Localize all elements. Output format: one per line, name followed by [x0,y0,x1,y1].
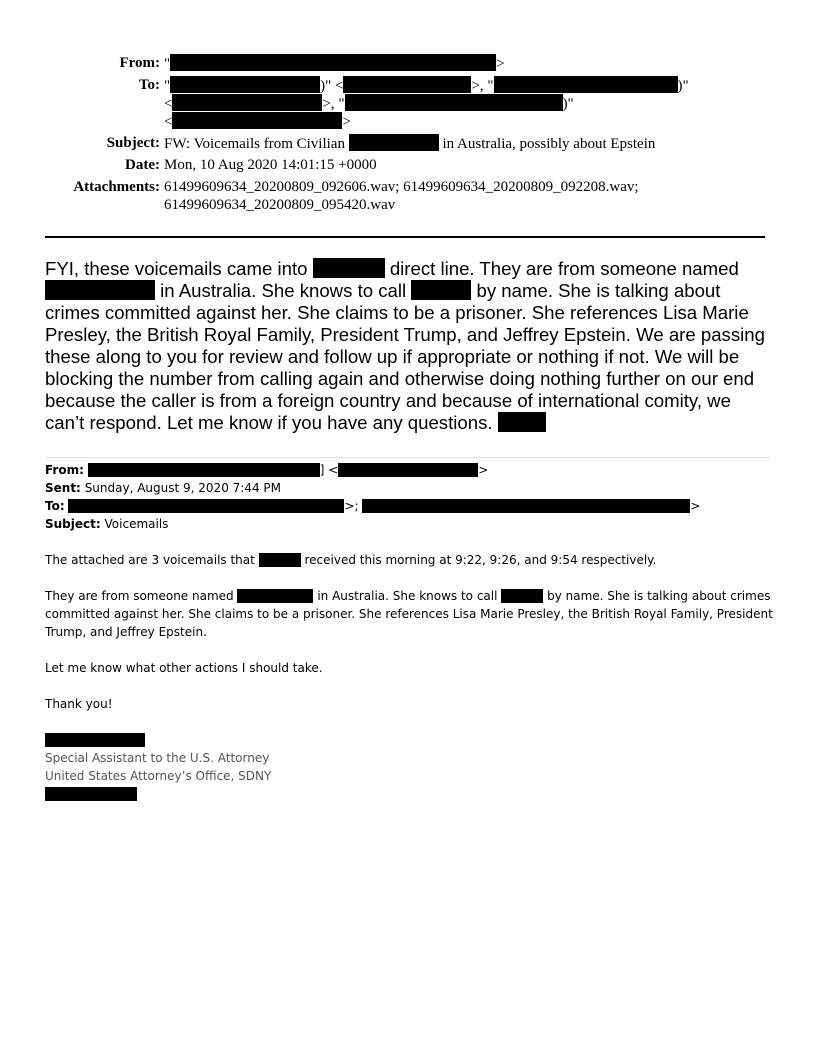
subject-value: FW: Voicemails from Civilian in Australia, possibly about Epstein [164,136,656,152]
header-divider [45,236,765,238]
to-label: To: [138,77,160,93]
attachments-line1: 61499609634_20200809_092606.wav; 61499609634_20200809_092208.wav; [164,179,639,195]
forwarded-paragraph-2: They are from someone named in Australia. She knows to call by name. She is talking about crimes committed against her. She claims to be a prisoner. She references Lisa Marie Presley, the British Royal Family, President Trump, and Jeffrey Epstein. [45,589,773,639]
redaction-box [88,463,320,477]
attachments-label: Attachments: [73,179,160,195]
subject-label: Subject: [106,135,160,151]
redaction-box [45,787,137,801]
from-value: " > [164,56,505,72]
redaction-box [343,76,471,93]
redaction-box [411,280,471,300]
date-label: Date: [125,157,160,173]
forwarded-paragraph-1: The attached are 3 voicemails that received this morning at 9:22, 9:26, and 9:54 respectively. [45,553,657,567]
forward-separator [45,457,771,458]
redaction-box [313,258,385,278]
redaction-box [45,733,145,747]
redaction-box [498,412,546,432]
attachments-line2: 61499609634_20200809_095420.wav [164,197,396,213]
to-value-line1: " )" < >, " )" [164,78,689,94]
redaction-box [349,134,439,151]
forwarded-header: From: ] < > Sent: Sunday, August 9, 2020 7:44 PM To: >; > Subject: Voicemails [45,463,701,531]
message-body: FYI, these voicemails came into direct line. They are from someone named in Australia. She knows to call by name. She is talking about crimes committed against her. She claims to be a prisoner. She references Lisa Marie Presley, the British Royal Family, President Trump, and Jeffrey Epstein. We are passing these along to you for review and follow up if appropriate or nothing if not. We will be blocking the number from calling again and otherwise doing nothing further on our end because the caller is from a foreign country and because of international comity, we can’t respond. Let me know if you have any questions. [45,258,765,433]
redaction-box [494,76,678,93]
from-label: From: [119,55,160,71]
redaction-box [345,94,563,111]
to-value-line2: < >, " )" [164,96,574,112]
redaction-box [172,112,342,129]
redaction-box [172,94,322,111]
to-value-line3: < > [164,114,351,130]
redaction-box [362,499,690,513]
forwarded-paragraph-3: Let me know what other actions I should take. [45,661,323,675]
redaction-box [259,553,301,567]
redaction-box [501,589,543,603]
redaction-box [45,280,155,300]
redaction-box [338,463,478,477]
redaction-box [170,76,320,93]
redaction-box [237,589,313,603]
redaction-box [68,499,344,513]
date-value: Mon, 10 Aug 2020 14:01:15 +0000 [164,157,377,173]
forwarded-paragraph-4: Thank you! [45,697,113,711]
signature-block: Special Assistant to the U.S. Attorney United States Attorney’s Office, SDNY [45,731,785,803]
redaction-box [170,54,496,71]
